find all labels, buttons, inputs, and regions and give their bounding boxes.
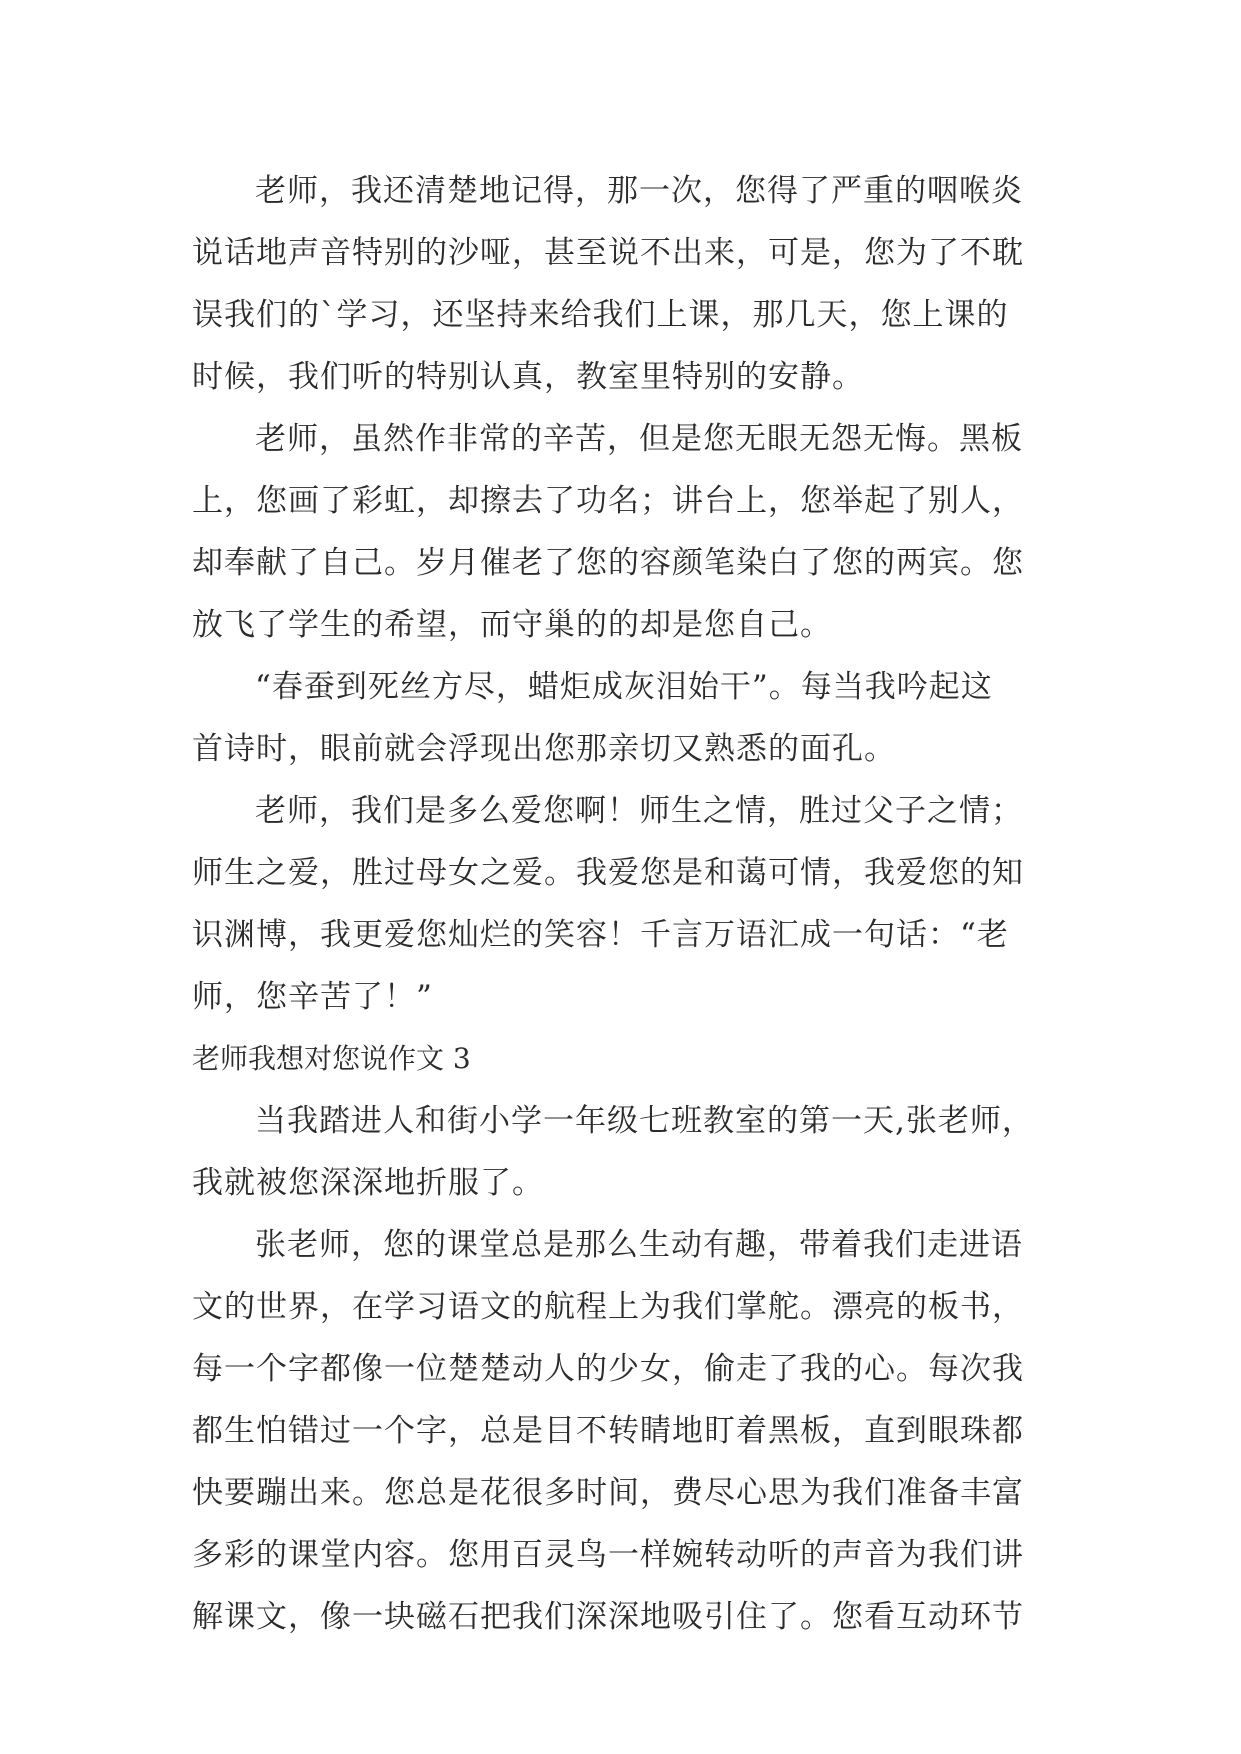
document-body	[192, 160, 1056, 1648]
text-line: 时候，我们听的特别认真，教室里特别的安静。	[192, 359, 864, 395]
text-line: 多彩的课堂内容。您用百灵鸟一样婉转动听的声音为我们讲	[192, 1537, 1024, 1573]
text-line: 老师，我们是多么爱您啊！师生之情，胜过父子之情；	[255, 793, 1023, 829]
text-line: 误我们的`学习，还坚持来给我们上课，那几天，您上课的	[192, 297, 1009, 333]
text-line: 首诗时，眼前就会浮现出您那亲切又熟悉的面孔。	[192, 731, 896, 767]
text-line: 老师，我还清楚地记得，那一次，您得了严重的咽喉炎	[255, 173, 1023, 209]
text-line: 我就被您深深地折服了。	[192, 1165, 544, 1201]
text-line: 文的世界，在学习语文的航程上为我们掌舵。漂亮的板书，	[192, 1289, 1024, 1325]
text-line: 却奉献了自己。岁月催老了您的容颜笔染白了您的两宾。您	[192, 545, 1024, 581]
text-line: 都生怕错过一个字，总是目不转睛地盯着黑板，直到眼珠都	[192, 1413, 1024, 1449]
text-line: 师，您辛苦了！”	[192, 979, 433, 1015]
text-line: 解课文，像一块磁石把我们深深地吸引住了。您看互动环节	[192, 1599, 1024, 1635]
section-heading: 老师我想对您说作文 3	[192, 1042, 471, 1075]
text-line: “春蚕到死丝方尽，蜡炬成灰泪始干”。每当我吟起这	[255, 669, 993, 705]
text-line: 识渊博，我更爱您灿烂的笑容！千言万语汇成一句话：“老	[192, 917, 1009, 953]
text-line: 师生之爱，胜过母女之爱。我爱您是和蔼可情，我爱您的知	[192, 855, 1024, 891]
text-line: 上，您画了彩虹，却擦去了功名；讲台上，您举起了别人，	[192, 483, 1024, 519]
text-line: 当我踏进人和街小学一年级七班教室的第一天,张老师，	[255, 1103, 1034, 1139]
text-line: 快要蹦出来。您总是花很多时间，费尽心思为我们准备丰富	[192, 1475, 1024, 1511]
text-line: 放飞了学生的希望，而守巢的的却是您自己。	[192, 607, 832, 643]
text-line: 每一个字都像一位楚楚动人的少女，偷走了我的心。每次我	[192, 1351, 1024, 1387]
text-line: 张老师，您的课堂总是那么生动有趣，带着我们走进语	[255, 1227, 1023, 1263]
text-line: 老师，虽然作非常的辛苦，但是您无眼无怨无悔。黑板	[255, 421, 1023, 457]
text-line: 说话地声音特别的沙哑，甚至说不出来，可是，您为了不耽	[192, 235, 1024, 271]
